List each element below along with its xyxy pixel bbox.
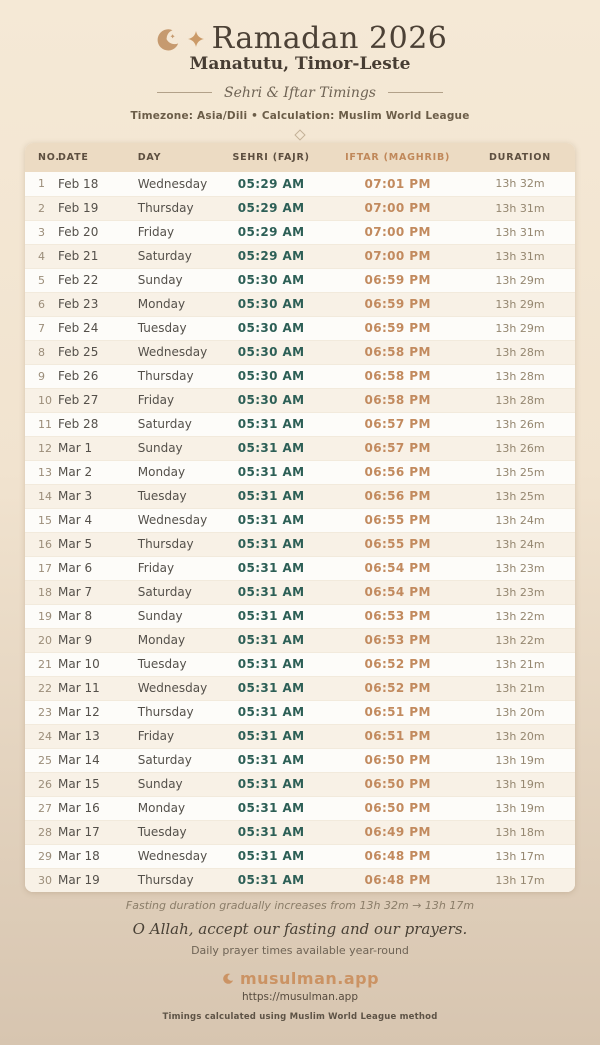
row-number: 25 <box>25 748 58 772</box>
crescent-moon-icon <box>221 972 234 985</box>
table-row <box>25 700 575 724</box>
row-duration: 13h 21m <box>465 676 575 700</box>
row-duration: 13h 17m <box>465 844 575 868</box>
row-number: 10 <box>25 388 58 412</box>
row-day: Thursday <box>138 364 212 388</box>
row-date: Mar 8 <box>58 604 138 628</box>
table-row <box>25 652 575 676</box>
row-iftar-time: 06:50 PM <box>330 796 465 820</box>
row-date: Mar 15 <box>58 772 138 796</box>
row-date: Mar 7 <box>58 580 138 604</box>
row-iftar-time: 06:48 PM <box>330 868 465 892</box>
availability-note: Daily prayer times available year-round <box>191 944 409 957</box>
row-iftar-time: 06:58 PM <box>330 364 465 388</box>
row-day: Saturday <box>138 244 212 268</box>
brand-name: musulman.app <box>239 969 380 988</box>
row-day: Wednesday <box>138 508 212 532</box>
row-number: 26 <box>25 772 58 796</box>
row-sehri-time: 05:30 AM <box>212 316 330 340</box>
table-row <box>25 796 575 820</box>
row-iftar-time: 07:00 PM <box>330 196 465 220</box>
row-day: Saturday <box>138 580 212 604</box>
table-row <box>25 292 575 316</box>
calculation-method-note: Timings calculated using Muslim World League method <box>162 1012 438 1022</box>
row-duration: 13h 32m <box>495 177 545 191</box>
row-date: Mar 19 <box>58 868 138 892</box>
row-number: 16 <box>25 532 58 556</box>
row-day: Friday <box>138 220 212 244</box>
table-row <box>25 364 575 388</box>
col-header-date: DATE <box>58 152 89 163</box>
table-row <box>25 436 575 460</box>
row-number: 23 <box>25 700 58 724</box>
row-sehri-time: 05:31 AM <box>212 604 330 628</box>
row-date: Mar 13 <box>58 724 138 748</box>
row-sehri-time: 05:31 AM <box>212 532 330 556</box>
row-date: Feb 20 <box>58 220 138 244</box>
row-sehri-time: 05:31 AM <box>212 676 330 700</box>
row-day: Thursday <box>138 700 212 724</box>
row-day: Wednesday <box>138 844 212 868</box>
row-number: 5 <box>25 268 58 292</box>
row-iftar-time: 06:55 PM <box>330 508 465 532</box>
row-iftar-time: 07:00 PM <box>330 220 465 244</box>
row-duration: 13h 18m <box>465 820 575 844</box>
row-number: 14 <box>25 484 58 508</box>
table-row <box>25 412 575 436</box>
row-iftar-time: 06:59 PM <box>330 292 465 316</box>
row-day: Tuesday <box>138 316 212 340</box>
row-number: 6 <box>25 292 58 316</box>
row-sehri-time: 05:31 AM <box>212 700 330 724</box>
row-date: Mar 10 <box>58 652 138 676</box>
row-number: 12 <box>25 436 58 460</box>
row-iftar-time: 06:57 PM <box>330 436 465 460</box>
row-number: 22 <box>25 676 58 700</box>
table-row <box>25 196 575 220</box>
row-sehri-time: 05:30 AM <box>212 364 330 388</box>
row-day: Sunday <box>138 268 212 292</box>
row-duration: 13h 29m <box>465 268 575 292</box>
ornament-rule-right <box>388 92 443 93</box>
row-iftar-time: 06:54 PM <box>330 556 465 580</box>
row-sehri-time: 05:29 AM <box>212 244 330 268</box>
row-sehri-time: 05:31 AM <box>212 748 330 772</box>
row-date: Mar 6 <box>58 556 138 580</box>
table-row <box>25 220 575 244</box>
table-row <box>25 508 575 532</box>
row-sehri-time: 05:31 AM <box>212 652 330 676</box>
row-day: Saturday <box>138 748 212 772</box>
table-row <box>25 532 575 556</box>
row-day: Wednesday <box>137 176 208 191</box>
row-iftar-time: 06:55 PM <box>330 532 465 556</box>
table-row <box>25 820 575 844</box>
row-duration: 13h 20m <box>465 700 575 724</box>
row-sehri-time: 05:31 AM <box>212 460 330 484</box>
row-date: Mar 14 <box>58 748 138 772</box>
row-day: Wednesday <box>138 676 212 700</box>
prayer-times-table <box>25 143 575 892</box>
row-day: Thursday <box>138 532 212 556</box>
row-duration: 13h 23m <box>465 556 575 580</box>
timezone-calculation-note: Timezone: Asia/Dili • Calculation: Muslim World League <box>130 109 470 122</box>
row-date: Feb 28 <box>58 412 138 436</box>
row-day: Saturday <box>138 412 212 436</box>
title-row <box>0 21 600 56</box>
row-day: Monday <box>138 460 212 484</box>
row-iftar-time: 06:50 PM <box>330 772 465 796</box>
four-point-star-icon <box>187 30 205 48</box>
row-number: 11 <box>25 412 58 436</box>
timetable-card <box>25 143 575 892</box>
row-sehri-time: 05:31 AM <box>212 580 330 604</box>
row-duration: 13h 17m <box>465 868 575 892</box>
row-iftar-time: 06:52 PM <box>330 676 465 700</box>
row-number: 4 <box>25 244 58 268</box>
col-header-iftar: IFTAR (MAGHRIB) <box>345 152 451 163</box>
row-date: Mar 16 <box>58 796 138 820</box>
row-date: Mar 18 <box>58 844 138 868</box>
table-row <box>25 172 575 196</box>
row-duration: 13h 31m <box>465 244 575 268</box>
row-sehri-time: 05:30 AM <box>212 268 330 292</box>
table-row <box>25 340 575 364</box>
row-number: 13 <box>25 460 58 484</box>
row-iftar-time: 06:54 PM <box>330 580 465 604</box>
row-duration: 13h 19m <box>465 772 575 796</box>
row-duration: 13h 28m <box>465 340 575 364</box>
page-footer <box>0 899 600 1022</box>
row-number: 8 <box>25 340 58 364</box>
row-sehri-time: 05:31 AM <box>212 820 330 844</box>
row-duration: 13h 22m <box>465 628 575 652</box>
row-day: Friday <box>138 724 212 748</box>
row-sehri-time: 05:29 AM <box>237 176 305 191</box>
table-header-row <box>25 143 575 172</box>
diamond-ornament <box>294 129 305 140</box>
row-sehri-time: 05:31 AM <box>212 772 330 796</box>
row-iftar-time: 06:50 PM <box>330 748 465 772</box>
brand-link[interactable] <box>0 969 600 988</box>
row-duration: 13h 24m <box>465 532 575 556</box>
row-number: 1 <box>38 177 45 191</box>
table-row <box>25 748 575 772</box>
table-row <box>25 268 575 292</box>
row-date: Mar 17 <box>58 820 138 844</box>
table-body <box>25 172 575 892</box>
row-date: Mar 2 <box>58 460 138 484</box>
col-header-no: NO. <box>38 152 60 163</box>
row-number: 18 <box>25 580 58 604</box>
row-sehri-time: 05:30 AM <box>212 292 330 316</box>
row-day: Sunday <box>138 772 212 796</box>
row-day: Monday <box>138 796 212 820</box>
row-duration: 13h 26m <box>465 412 575 436</box>
row-duration: 13h 21m <box>465 652 575 676</box>
row-sehri-time: 05:31 AM <box>212 412 330 436</box>
row-day: Monday <box>138 628 212 652</box>
col-header-duration: DURATION <box>489 152 551 163</box>
row-sehri-time: 05:30 AM <box>212 388 330 412</box>
page-title: Ramadan 2026 <box>211 21 448 56</box>
row-date: Mar 11 <box>58 676 138 700</box>
row-number: 15 <box>25 508 58 532</box>
row-day: Monday <box>138 292 212 316</box>
row-date: Feb 18 <box>58 176 99 191</box>
row-day: Tuesday <box>138 820 212 844</box>
table-row <box>25 580 575 604</box>
row-duration: 13h 31m <box>465 220 575 244</box>
row-iftar-time: 06:52 PM <box>330 652 465 676</box>
row-iftar-time: 06:56 PM <box>330 460 465 484</box>
table-row <box>25 868 575 892</box>
row-number: 7 <box>25 316 58 340</box>
row-iftar-time: 06:48 PM <box>330 844 465 868</box>
row-sehri-time: 05:30 AM <box>212 340 330 364</box>
row-day: Thursday <box>138 196 212 220</box>
row-date: Feb 25 <box>58 340 138 364</box>
ornament-rule-left <box>157 92 212 93</box>
row-date: Mar 9 <box>58 628 138 652</box>
row-iftar-time: 06:53 PM <box>330 604 465 628</box>
row-date: Feb 23 <box>58 292 138 316</box>
table-row <box>25 388 575 412</box>
row-day: Thursday <box>138 868 212 892</box>
row-duration: 13h 26m <box>465 436 575 460</box>
table-row <box>25 604 575 628</box>
col-header-sehri: SEHRI (FAJR) <box>232 152 310 163</box>
table-row <box>25 844 575 868</box>
row-iftar-time: 06:51 PM <box>330 700 465 724</box>
col-header-day: DAY <box>137 152 162 163</box>
page-header <box>0 0 600 143</box>
row-iftar-time: 07:01 PM <box>364 176 431 191</box>
row-duration: 13h 25m <box>465 484 575 508</box>
crescent-moon-icon <box>153 26 180 53</box>
row-number: 27 <box>25 796 58 820</box>
row-iftar-time: 06:56 PM <box>330 484 465 508</box>
row-date: Feb 26 <box>58 364 138 388</box>
row-day: Friday <box>138 388 212 412</box>
row-iftar-time: 06:49 PM <box>330 820 465 844</box>
row-day: Sunday <box>138 604 212 628</box>
table-row <box>25 316 575 340</box>
table-row <box>25 556 575 580</box>
row-date: Feb 24 <box>58 316 138 340</box>
dua-text: O Allah, accept our fasting and our prayers. <box>132 920 468 938</box>
row-sehri-time: 05:31 AM <box>212 484 330 508</box>
row-number: 21 <box>25 652 58 676</box>
row-iftar-time: 06:53 PM <box>330 628 465 652</box>
row-iftar-time: 06:59 PM <box>330 268 465 292</box>
row-number: 24 <box>25 724 58 748</box>
row-duration: 13h 23m <box>465 580 575 604</box>
brand-url: https://musulman.app <box>242 991 358 1003</box>
row-day: Wednesday <box>138 340 212 364</box>
row-day: Sunday <box>138 436 212 460</box>
row-date: Mar 1 <box>58 436 138 460</box>
table-row <box>25 484 575 508</box>
row-number: 19 <box>25 604 58 628</box>
row-duration: 13h 24m <box>465 508 575 532</box>
row-duration: 13h 19m <box>465 748 575 772</box>
row-date: Feb 27 <box>58 388 138 412</box>
row-day: Friday <box>138 556 212 580</box>
row-number: 3 <box>25 220 58 244</box>
location-subtitle: Manatutu, Timor-Leste <box>189 54 411 74</box>
row-duration: 13h 19m <box>465 796 575 820</box>
table-row <box>25 676 575 700</box>
row-iftar-time: 06:58 PM <box>330 340 465 364</box>
row-date: Feb 22 <box>58 268 138 292</box>
row-date: Mar 5 <box>58 532 138 556</box>
duration-trend-note: Fasting duration gradually increases from 13h 32m → 13h 17m <box>125 899 475 912</box>
row-duration: 13h 22m <box>465 604 575 628</box>
row-date: Mar 3 <box>58 484 138 508</box>
row-date: Mar 4 <box>58 508 138 532</box>
row-iftar-time: 06:59 PM <box>330 316 465 340</box>
row-duration: 13h 28m <box>465 364 575 388</box>
row-iftar-time: 06:58 PM <box>330 388 465 412</box>
table-row <box>25 460 575 484</box>
row-sehri-time: 05:31 AM <box>212 556 330 580</box>
row-iftar-time: 06:51 PM <box>330 724 465 748</box>
row-day: Tuesday <box>138 484 212 508</box>
row-sehri-time: 05:31 AM <box>212 724 330 748</box>
row-number: 29 <box>25 844 58 868</box>
row-sehri-time: 05:31 AM <box>212 628 330 652</box>
row-number: 28 <box>25 820 58 844</box>
row-day: Tuesday <box>138 652 212 676</box>
row-date: Feb 21 <box>58 244 138 268</box>
row-sehri-time: 05:31 AM <box>212 844 330 868</box>
row-sehri-time: 05:31 AM <box>212 868 330 892</box>
row-duration: 13h 28m <box>465 388 575 412</box>
tagline-text: Sehri & Iftar Timings <box>224 84 376 101</box>
row-duration: 13h 25m <box>465 460 575 484</box>
table-row <box>25 724 575 748</box>
row-sehri-time: 05:31 AM <box>212 508 330 532</box>
table-row <box>25 628 575 652</box>
table-row <box>25 244 575 268</box>
row-duration: 13h 31m <box>465 196 575 220</box>
row-number: 30 <box>25 868 58 892</box>
tagline-row <box>0 85 600 101</box>
row-duration: 13h 20m <box>465 724 575 748</box>
row-iftar-time: 07:00 PM <box>330 244 465 268</box>
row-duration: 13h 29m <box>465 316 575 340</box>
row-duration: 13h 29m <box>465 292 575 316</box>
row-sehri-time: 05:29 AM <box>212 196 330 220</box>
row-date: Mar 12 <box>58 700 138 724</box>
row-number: 20 <box>25 628 58 652</box>
table-header <box>25 143 575 172</box>
row-iftar-time: 06:57 PM <box>330 412 465 436</box>
row-sehri-time: 05:29 AM <box>212 220 330 244</box>
table-row <box>25 772 575 796</box>
row-date: Feb 19 <box>58 196 138 220</box>
row-number: 9 <box>25 364 58 388</box>
row-number: 2 <box>25 196 58 220</box>
row-sehri-time: 05:31 AM <box>212 436 330 460</box>
row-sehri-time: 05:31 AM <box>212 796 330 820</box>
row-number: 17 <box>25 556 58 580</box>
